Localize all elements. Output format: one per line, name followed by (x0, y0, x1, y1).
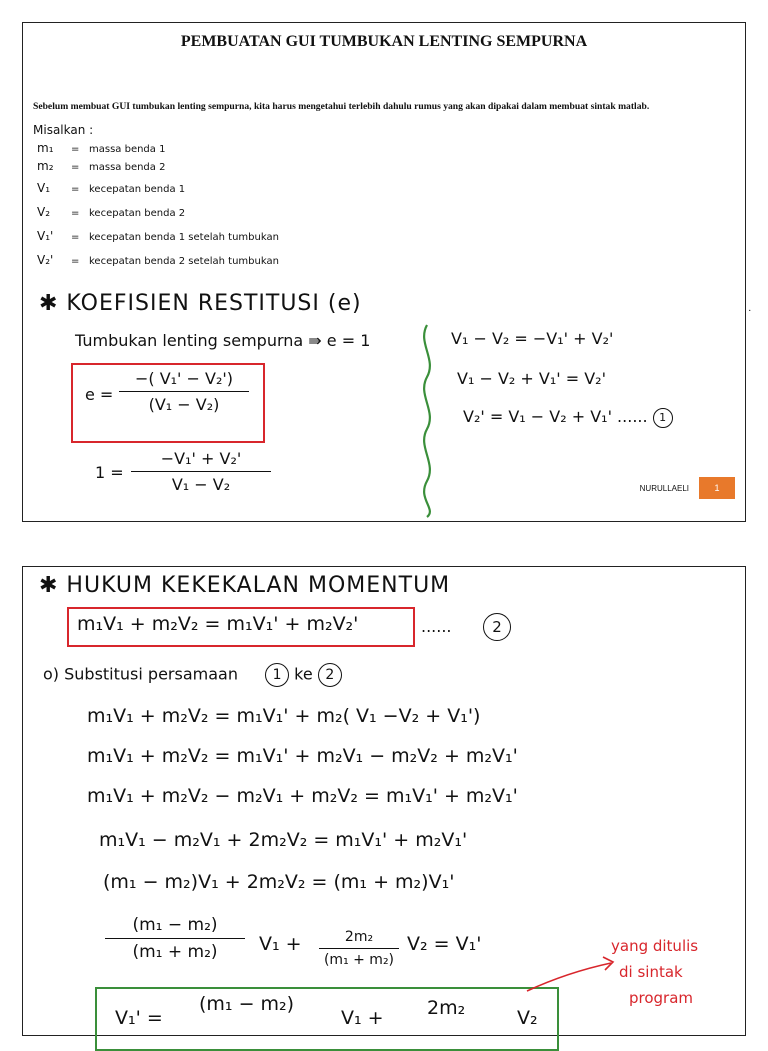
derivation-step: m₁V₁ + m₂V₂ = m₁V₁' + m₂( V₁ −V₂ + V₁') (87, 705, 481, 727)
slide-1 (22, 22, 751, 522)
definitions-label: Misalkan : (33, 123, 94, 137)
definition-row: V₂ = kecepatan benda 2 (37, 205, 186, 219)
one-equals-denominator: V₁ − V₂ (171, 475, 231, 494)
derivation-step: m₁V₁ + m₂V₂ = m₁V₁' + m₂V₁ − m₂V₂ + m₂V₁' (87, 745, 518, 767)
side-dot: . (748, 303, 751, 314)
definition-desc: kecepatan benda 2 (89, 208, 186, 219)
restitution-lhs: e = (85, 385, 114, 404)
frac-line-mid: V₁ + (259, 933, 302, 955)
substitution-prefix: o) Substitusi persamaan (43, 664, 238, 684)
derivation-step: m₁V₁ + m₂V₂ − m₂V₁ + m₂V₂ = m₁V₁' + m₂V₁' (87, 785, 518, 807)
intro-text: Sebelum membuat GUI tumbukan lenting sempurna, kita harus mengetahui terlebih dahulu rumus yang akan dipakai dalam membuat sintak matlab. (33, 101, 650, 112)
one-equals-lhs: 1 = (95, 463, 124, 482)
fraction-bar (131, 471, 271, 472)
final-formula-box (95, 987, 559, 1051)
substitution-line (43, 663, 342, 687)
definition-row: V₁ = kecepatan benda 1 (37, 181, 186, 195)
equation-number-2: 2 (483, 613, 511, 641)
substitution-to: 2 (318, 663, 342, 687)
definition-symbol: m₁ (37, 141, 54, 155)
program-note (611, 933, 698, 1011)
definition-symbol: V₁' (37, 229, 54, 243)
elastic-statement: Tumbukan lenting sempurna ⇛ e = 1 (75, 331, 371, 350)
section-title-momentum: ✱ HUKUM KEKEKALAN MOMENTUM (39, 573, 451, 598)
frac1-numerator: (m₁ − m₂) (132, 915, 218, 935)
page-number-badge: 1 (699, 477, 735, 499)
restitution-numerator: −( V₁' − V₂') (134, 369, 234, 388)
slide-2 (22, 566, 746, 1036)
right-equation-2: V₁ − V₂ + V₁' = V₂' (457, 369, 606, 388)
definition-row: m₁ = massa benda 1 (37, 141, 166, 155)
note-line: yang ditulis (611, 937, 699, 955)
definition-row: m₂ = massa benda 2 (37, 159, 166, 173)
final-tail: V₂ (517, 1007, 538, 1029)
right-equation-3 (463, 407, 673, 428)
final-numerator-2: 2m₂ (427, 997, 466, 1019)
footer-author: NURULLAELI (639, 484, 689, 493)
one-equals-numerator: −V₁' + V₂' (160, 449, 242, 468)
definition-symbol: V₂' (37, 253, 54, 267)
definition-desc: kecepatan benda 2 setelah tumbukan (89, 256, 279, 267)
definition-desc: kecepatan benda 1 setelah tumbukan (89, 232, 279, 243)
fraction-bar (319, 948, 399, 949)
definition-row: V₁' = kecepatan benda 1 setelah tumbukan (37, 229, 279, 243)
right-equation-3-text: V₂' = V₁ − V₂ + V₁' ...... (463, 407, 648, 426)
fraction-line-frac1 (105, 915, 245, 962)
equation-number-1: 1 (653, 408, 673, 428)
definition-symbol: V₂ (37, 205, 51, 219)
definition-desc: kecepatan benda 1 (89, 184, 186, 195)
section-title-restitution: ✱ KOEFISIEN RESTITUSI (e) (39, 291, 362, 316)
substitution-mid: ke (294, 664, 313, 684)
derivation-step: (m₁ − m₂)V₁ + 2m₂V₂ = (m₁ + m₂)V₁' (103, 871, 455, 893)
final-lhs: V₁' = (115, 1007, 163, 1029)
final-mid: V₁ + (341, 1007, 384, 1029)
definition-row: V₂' = kecepatan benda 2 setelah tumbukan (37, 253, 279, 267)
right-equation-1: V₁ − V₂ = −V₁' + V₂' (451, 329, 614, 348)
definition-symbol: V₁ (37, 181, 51, 195)
restitution-denominator: (V₁ − V₂) (148, 395, 220, 414)
momentum-number-wrap (483, 613, 511, 641)
one-equals-fraction (131, 449, 271, 494)
fraction-line-frac2 (319, 929, 399, 968)
wavy-divider (415, 323, 439, 519)
definition-desc: massa benda 2 (89, 162, 166, 173)
momentum-equation: m₁V₁ + m₂V₂ = m₁V₁' + m₂V₂' (77, 613, 359, 635)
frac-line-tail: V₂ = V₁' (407, 933, 482, 955)
definition-desc: massa benda 1 (89, 144, 166, 155)
slide-title: PEMBUATAN GUI TUMBUKAN LENTING SEMPURNA (180, 33, 588, 50)
final-numerator: (m₁ − m₂) (199, 993, 295, 1015)
definition-symbol: m₂ (37, 159, 54, 173)
frac1-denominator: (m₁ + m₂) (132, 942, 218, 962)
fraction-bar (119, 391, 249, 392)
substitution-from: 1 (265, 663, 289, 687)
derivation-step: m₁V₁ − m₂V₁ + 2m₂V₂ = m₁V₁' + m₂V₁' (99, 829, 468, 851)
note-line: program (629, 989, 694, 1007)
frac2-numerator: 2m₂ (344, 929, 374, 945)
fraction-bar (105, 938, 245, 939)
note-arrow-icon (523, 949, 619, 997)
note-line: di sintak (619, 963, 683, 981)
restitution-fraction (119, 369, 249, 414)
frac2-denominator: (m₁ + m₂) (323, 952, 395, 968)
momentum-dots: ...... (421, 617, 452, 636)
